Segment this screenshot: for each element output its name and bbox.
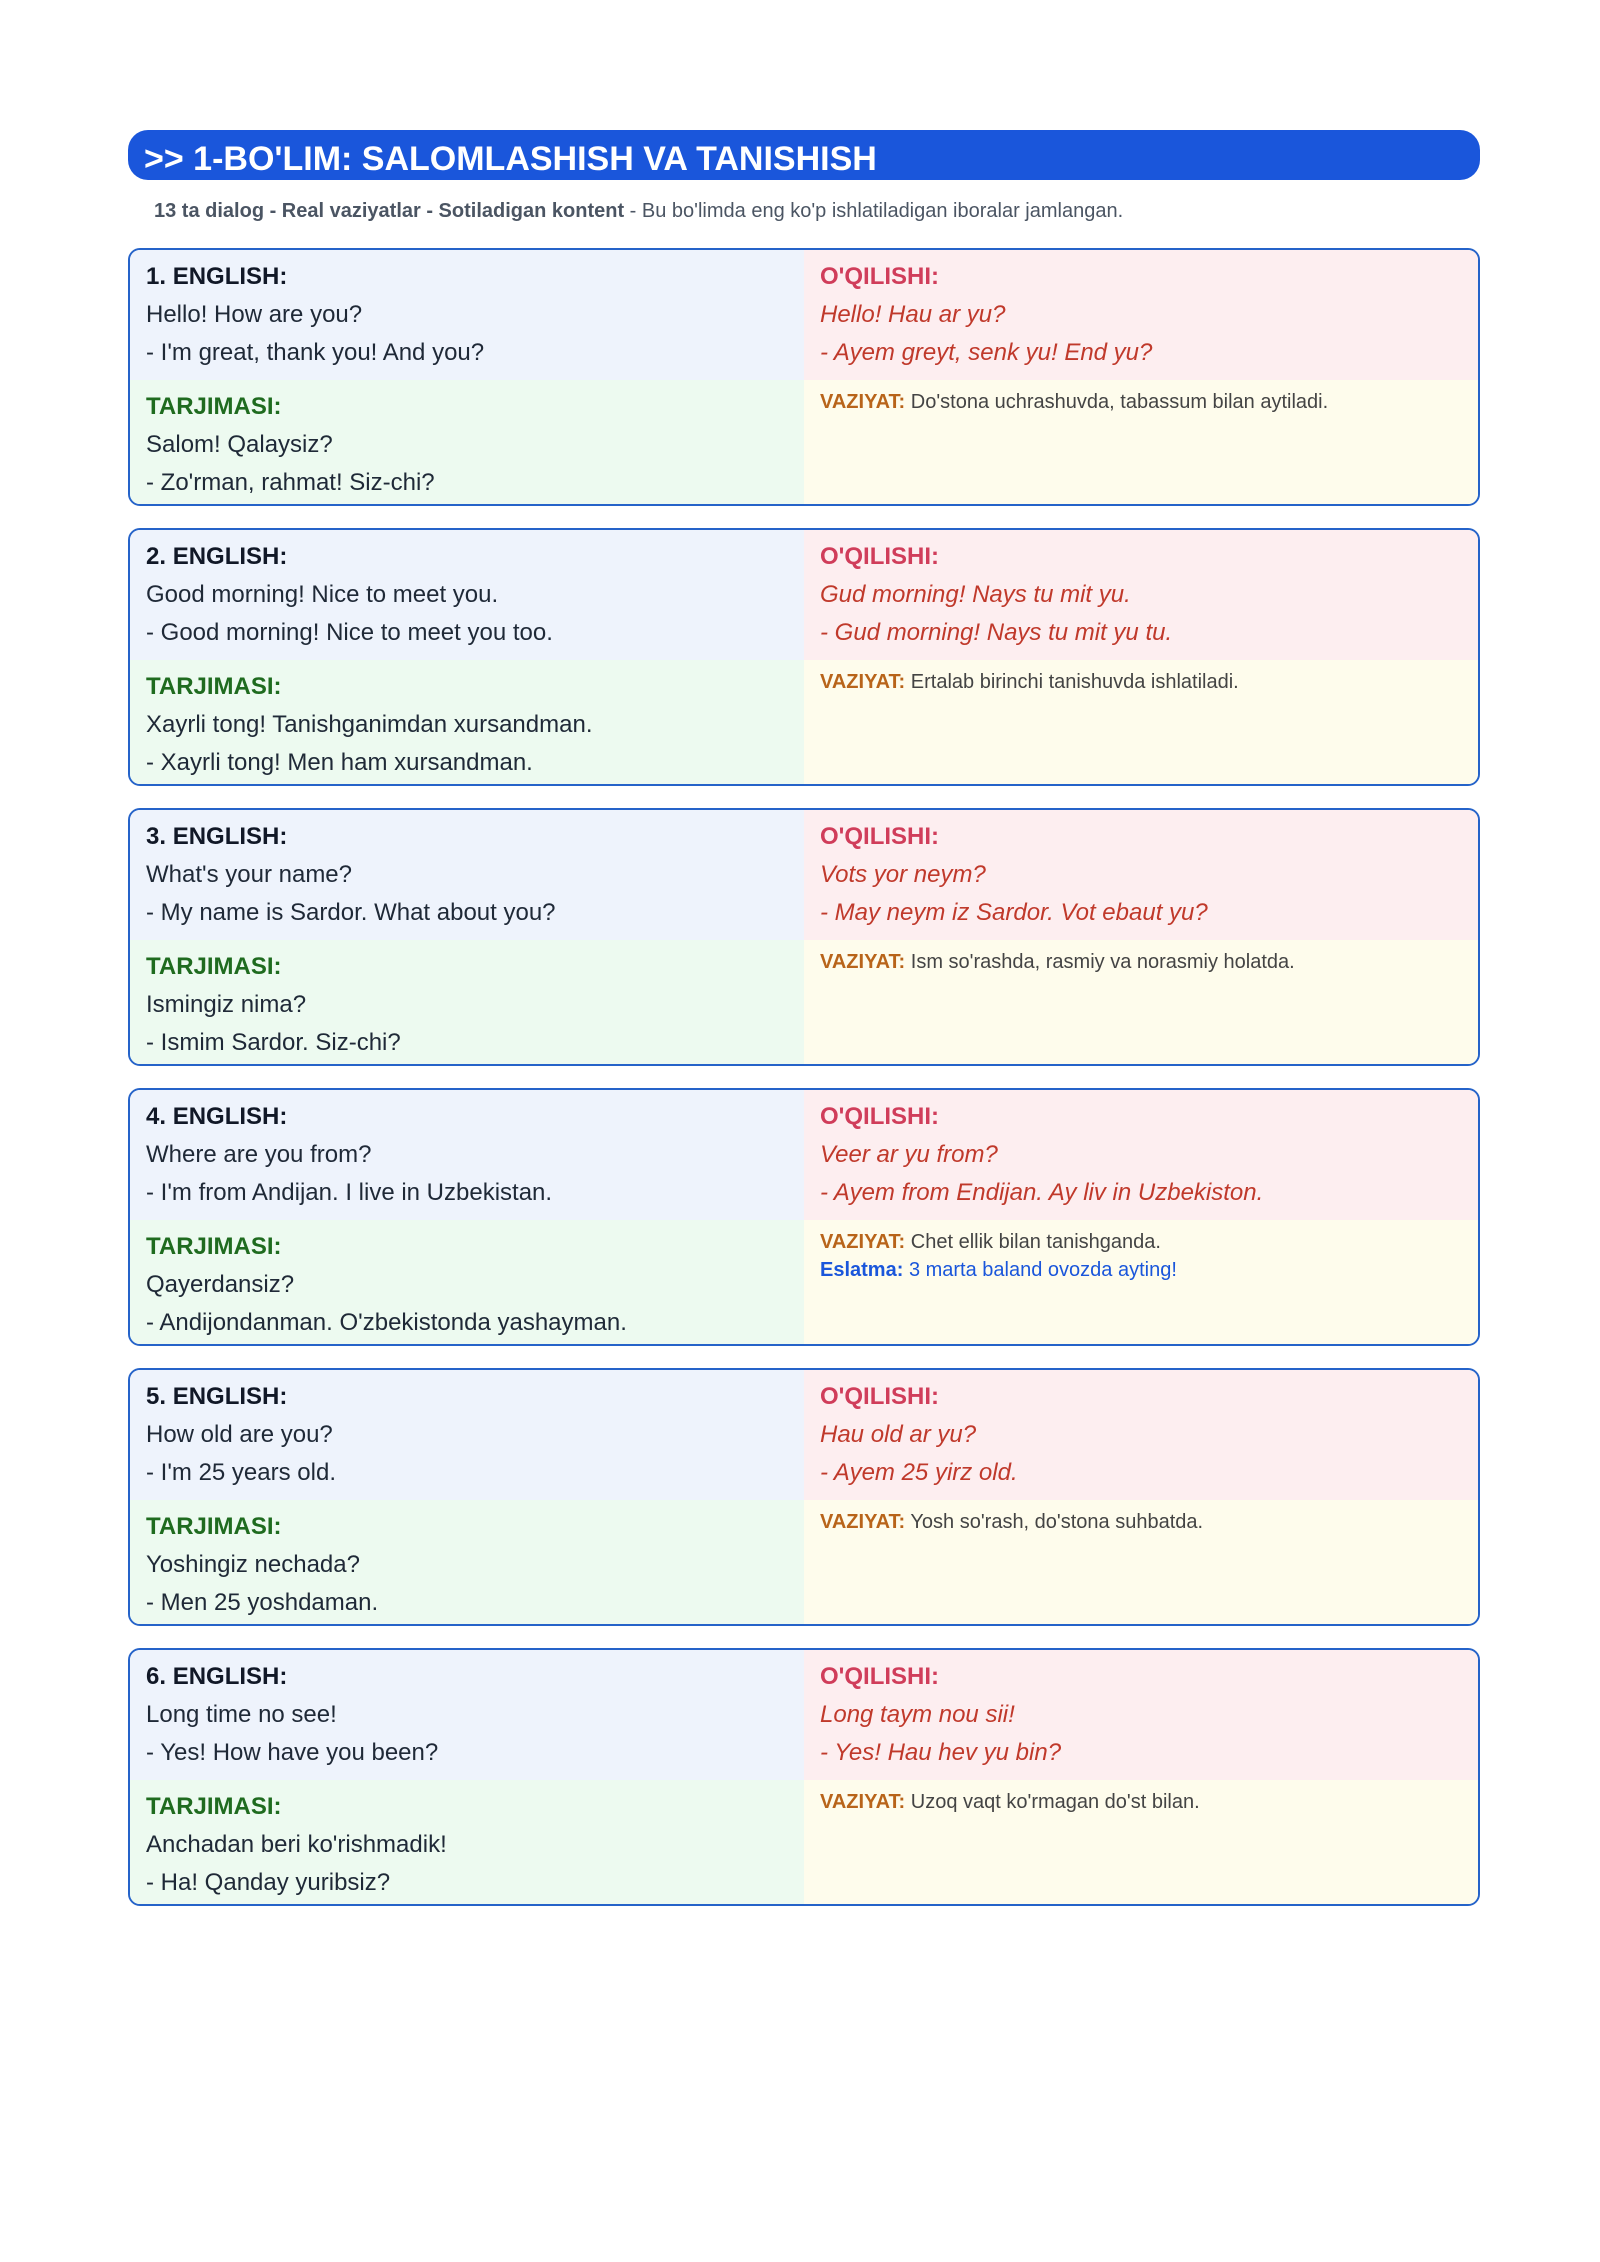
english-cell: [130, 250, 804, 380]
dialog-card-wrapper: [128, 1648, 1480, 1928]
pronunciation-cell: [804, 1370, 1478, 1500]
subtitle-description: - Bu bo'limda eng ko'p ishlatiladigan iboralar jamlangan.: [624, 200, 1124, 222]
english-cell: [130, 1090, 804, 1220]
translation-label: TARJIMASI:: [146, 953, 282, 980]
translation-line-2: - Xayrli tong! Men ham xursandman.: [146, 749, 533, 776]
english-line-1: Long time no see!: [146, 1701, 337, 1728]
english-line-2: - My name is Sardor. What about you?: [146, 899, 556, 926]
translation-line-2: - Ismim Sardor. Siz-chi?: [146, 1029, 401, 1056]
pronunciation-line-2: - Ayem from Endijan. Ay liv in Uzbekiston.: [820, 1179, 1264, 1206]
english-label: [146, 1378, 788, 1416]
subtitle-highlight: 13 ta dialog - Real vaziyatlar - Sotiladigan kontent: [154, 200, 625, 222]
section-subtitle: [154, 200, 1480, 223]
situation-label: VAZIYAT:: [820, 951, 906, 973]
dialog-card-wrapper: [128, 808, 1480, 1088]
pronunciation-line-1: Veer ar yu from?: [820, 1141, 998, 1168]
pronunciation-line-2: - May neym iz Sardor. Vot ebaut yu?: [820, 899, 1208, 926]
note-line: [820, 1256, 1462, 1284]
translation-line-2: - Ha! Qanday yuribsiz?: [146, 1869, 391, 1896]
dialog-number: 5: [146, 1383, 160, 1410]
translation-cell: [130, 660, 804, 786]
situation-line: [820, 388, 1462, 416]
pronunciation-line-2: - Ayem 25 yirz old.: [820, 1459, 1018, 1486]
english-line-1: Good morning! Nice to meet you.: [146, 581, 499, 608]
translation-cell: [130, 1500, 804, 1626]
page: [128, 130, 1480, 1896]
dialog-card: [128, 1088, 1480, 1346]
dialog-card: [128, 528, 1480, 786]
situation-line: [820, 1228, 1462, 1256]
english-line-1: Where are you from?: [146, 1141, 372, 1168]
english-line-2: - I'm from Andijan. I live in Uzbekistan.: [146, 1179, 553, 1206]
dialog-number: 4: [146, 1103, 160, 1130]
dialog-card-wrapper: [128, 528, 1480, 808]
english-label-text: . ENGLISH:: [159, 543, 288, 570]
translation-label: TARJIMASI:: [146, 1513, 282, 1540]
dialog-number: 3: [146, 823, 160, 850]
english-label-text: . ENGLISH:: [159, 823, 288, 850]
situation-line: [820, 1508, 1462, 1536]
dialog-list: [128, 248, 1480, 1928]
dialog-card-wrapper: [128, 1088, 1480, 1368]
pronunciation-line-2: - Yes! Hau hev yu bin?: [820, 1739, 1062, 1766]
pronunciation-line-2: - Gud morning! Nays tu mit yu tu.: [820, 619, 1173, 646]
dialog-card-wrapper: [128, 1368, 1480, 1648]
english-label: [146, 538, 788, 576]
pronunciation-label: O'QILISHI:: [820, 1663, 940, 1690]
situation-text: Do'stona uchrashuvda, tabassum bilan aytiladi.: [910, 391, 1329, 413]
situation-cell: [804, 1780, 1478, 1906]
english-line-2: - I'm 25 years old.: [146, 1459, 336, 1486]
pronunciation-line-1: Hello! Hau ar yu?: [820, 301, 1006, 328]
dialog-card: [128, 1648, 1480, 1906]
english-line-2: - Good morning! Nice to meet you too.: [146, 619, 553, 646]
translation-cell: [130, 1220, 804, 1346]
translation-label: TARJIMASI:: [146, 1793, 282, 1820]
situation-cell: [804, 1500, 1478, 1626]
situation-cell: [804, 1220, 1478, 1346]
situation-text: Uzoq vaqt ko'rmagan do'st bilan.: [910, 1791, 1200, 1813]
situation-text: Ism so'rashda, rasmiy va norasmiy holatda.: [910, 951, 1295, 973]
translation-label: TARJIMASI:: [146, 1233, 282, 1260]
pronunciation-line-1: Gud morning! Nays tu mit yu.: [820, 581, 1131, 608]
pronunciation-line-1: Vots yor neym?: [820, 861, 986, 888]
dialog-card-wrapper: [128, 248, 1480, 528]
dialog-number: 1: [146, 263, 160, 290]
situation-label: VAZIYAT:: [820, 391, 906, 413]
pronunciation-label: O'QILISHI:: [820, 1383, 940, 1410]
situation-label: VAZIYAT:: [820, 1791, 906, 1813]
situation-cell: [804, 940, 1478, 1066]
pronunciation-label: O'QILISHI:: [820, 1103, 940, 1130]
translation-line-2: - Men 25 yoshdaman.: [146, 1589, 379, 1616]
situation-line: [820, 668, 1462, 696]
translation-line-1: Qayerdansiz?: [146, 1271, 295, 1298]
translation-line-1: Salom! Qalaysiz?: [146, 431, 333, 458]
english-label: [146, 1658, 788, 1696]
english-label-text: . ENGLISH:: [159, 1383, 288, 1410]
situation-label: VAZIYAT:: [820, 1231, 906, 1253]
section-title-banner: [128, 130, 1480, 180]
pronunciation-cell: [804, 530, 1478, 660]
pronunciation-cell: [804, 810, 1478, 940]
english-label: [146, 1098, 788, 1136]
dialog-number: 6: [146, 1663, 160, 1690]
situation-label: VAZIYAT:: [820, 1511, 906, 1533]
pronunciation-label: O'QILISHI:: [820, 543, 940, 570]
situation-text: Yosh so'rash, do'stona suhbatda.: [910, 1511, 1204, 1533]
english-cell: [130, 1370, 804, 1500]
translation-cell: [130, 380, 804, 506]
english-line-2: - I'm great, thank you! And you?: [146, 339, 485, 366]
translation-line-1: Anchadan beri ko'rishmadik!: [146, 1831, 447, 1858]
pronunciation-label: O'QILISHI:: [820, 263, 940, 290]
translation-label: TARJIMASI:: [146, 393, 282, 420]
situation-cell: [804, 380, 1478, 506]
dialog-card: [128, 1368, 1480, 1626]
pronunciation-line-2: - Ayem greyt, senk yu! End yu?: [820, 339, 1153, 366]
english-line-1: What's your name?: [146, 861, 353, 888]
situation-cell: [804, 660, 1478, 786]
english-line-2: - Yes! How have you been?: [146, 1739, 439, 1766]
situation-text: Ertalab birinchi tanishuvda ishlatiladi.: [910, 671, 1239, 693]
translation-label: TARJIMASI:: [146, 673, 282, 700]
english-line-1: How old are you?: [146, 1421, 333, 1448]
english-cell: [130, 810, 804, 940]
english-line-1: Hello! How are you?: [146, 301, 363, 328]
english-label-text: . ENGLISH:: [159, 1103, 288, 1130]
pronunciation-label: O'QILISHI:: [820, 823, 940, 850]
translation-line-2: - Zo'rman, rahmat! Siz-chi?: [146, 469, 435, 496]
english-label: [146, 818, 788, 856]
section-title: >> 1-BO'LIM: SALOMLASHISH VA TANISHISH: [144, 140, 877, 178]
translation-cell: [130, 940, 804, 1066]
dialog-number: 2: [146, 543, 160, 570]
situation-text: Chet ellik bilan tanishganda.: [910, 1231, 1161, 1253]
pronunciation-line-1: Long taym nou sii!: [820, 1701, 1015, 1728]
translation-line-1: Xayrli tong! Tanishganimdan xursandman.: [146, 711, 593, 738]
english-label-text: . ENGLISH:: [159, 1663, 288, 1690]
dialog-card: [128, 808, 1480, 1066]
pronunciation-cell: [804, 1650, 1478, 1780]
english-cell: [130, 530, 804, 660]
note-text: 3 marta baland ovozda ayting!: [908, 1259, 1177, 1281]
situation-line: [820, 1788, 1462, 1816]
translation-cell: [130, 1780, 804, 1906]
pronunciation-cell: [804, 250, 1478, 380]
english-cell: [130, 1650, 804, 1780]
translation-line-1: Yoshingiz nechada?: [146, 1551, 360, 1578]
dialog-card: [128, 248, 1480, 506]
pronunciation-line-1: Hau old ar yu?: [820, 1421, 977, 1448]
situation-line: [820, 948, 1462, 976]
english-label: [146, 258, 788, 296]
situation-label: VAZIYAT:: [820, 671, 906, 693]
note-label: Eslatma:: [820, 1259, 904, 1281]
translation-line-1: Ismingiz nima?: [146, 991, 307, 1018]
pronunciation-cell: [804, 1090, 1478, 1220]
translation-line-2: - Andijondanman. O'zbekistonda yashayman.: [146, 1309, 627, 1336]
english-label-text: . ENGLISH:: [159, 263, 288, 290]
